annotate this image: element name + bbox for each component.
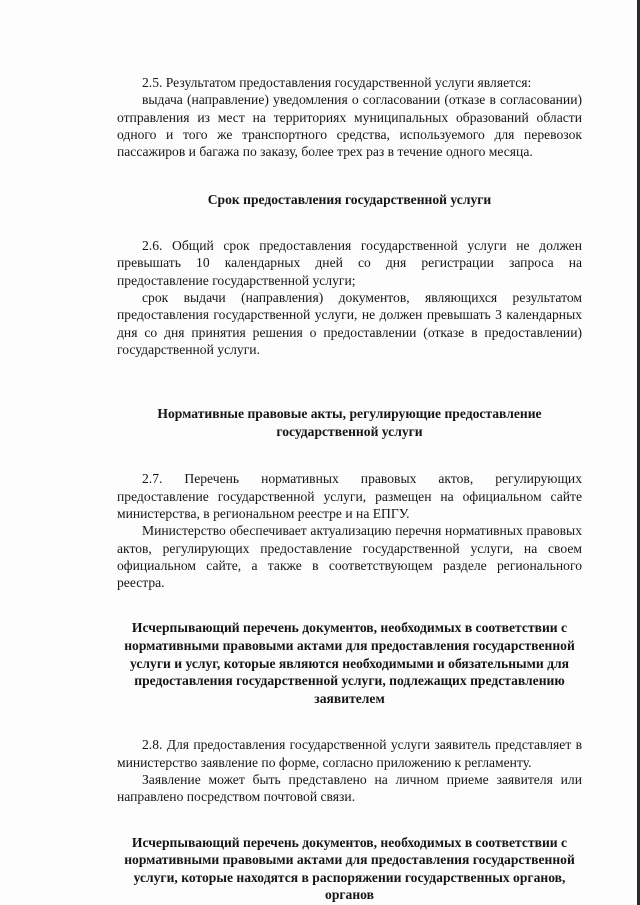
paragraph-2-7-list: 2.7. Перечень нормативных правовых актов, регулирующих предоставление государственной услуги, размещен на официальном сайте министерства, в региональном реестре и на ЕПГУ. [117, 471, 582, 521]
paragraph-2-7-updates: Министерство обеспечивает актуализацию перечня нормативных правовых актов, регулирующих предоставление государственной услуги, на своем официальном сайте, а также в соответствующем разделе регионального реестра. [117, 523, 582, 591]
document-body [117, 74, 582, 904]
paragraph-2-5-intro: 2.5. Результатом предоставления государственной услуги является: [142, 75, 532, 90]
paragraph-2-6-issue-term: срок выдачи (направления) документов, являющихся результатом предоставления государственной услуги, не должен превышать 3 календарных дня со дня принятия решения о предоставлении (отказе в предоставлении) государственной услуги. [117, 289, 582, 357]
section-2-5 [117, 74, 582, 160]
heading-applicant-documents: Исчерпывающий перечень документов, необходимых в соответствии с нормативными правовыми актами для предоставления государственной услуги и услуг, которые являются необходимыми и обязательными для предоставления государственной услуги, подлежащих представлению заявителем [124, 620, 575, 706]
paragraph-2-8-submission: Заявление может быть представлено на личном приеме заявителя или направлено посредством почтовой связи. [117, 771, 582, 805]
paragraph-2-8-application: 2.8. Для предоставления государственной услуги заявитель представляет в министерство заявление по форме, согласно приложению к регламенту. [117, 737, 582, 770]
section-2-7 [117, 470, 582, 591]
heading-legal-acts: Нормативные правовые акты, регулирующие предоставление государственной услуги [157, 406, 542, 439]
section-2-8 [117, 736, 582, 805]
heading-service-term: Срок предоставления государственной услуги [207, 192, 492, 208]
paragraph-2-6-total-term: 2.6. Общий срок предоставления государственной услуги не должен превышать 10 календарных дней со дня регистрации запроса на предоставление государственной услуги; [117, 238, 582, 288]
section-2-6 [117, 237, 582, 358]
paragraph-2-5-result: выдача (направление) уведомления о согласовании (отказе в согласовании) отправления из мест на территориях муниципальных образований области одного и того же транспортного средства, используемого для перевозок пассажиров и багажа по заказу, более трех раз в течение одного месяца. [117, 92, 582, 160]
heading-agency-documents: Исчерпывающий перечень документов, необходимых в соответствии с нормативными правовыми актами для предоставления государственной услуги, которые находятся в распоряжении государственных органов, органов [124, 834, 575, 903]
